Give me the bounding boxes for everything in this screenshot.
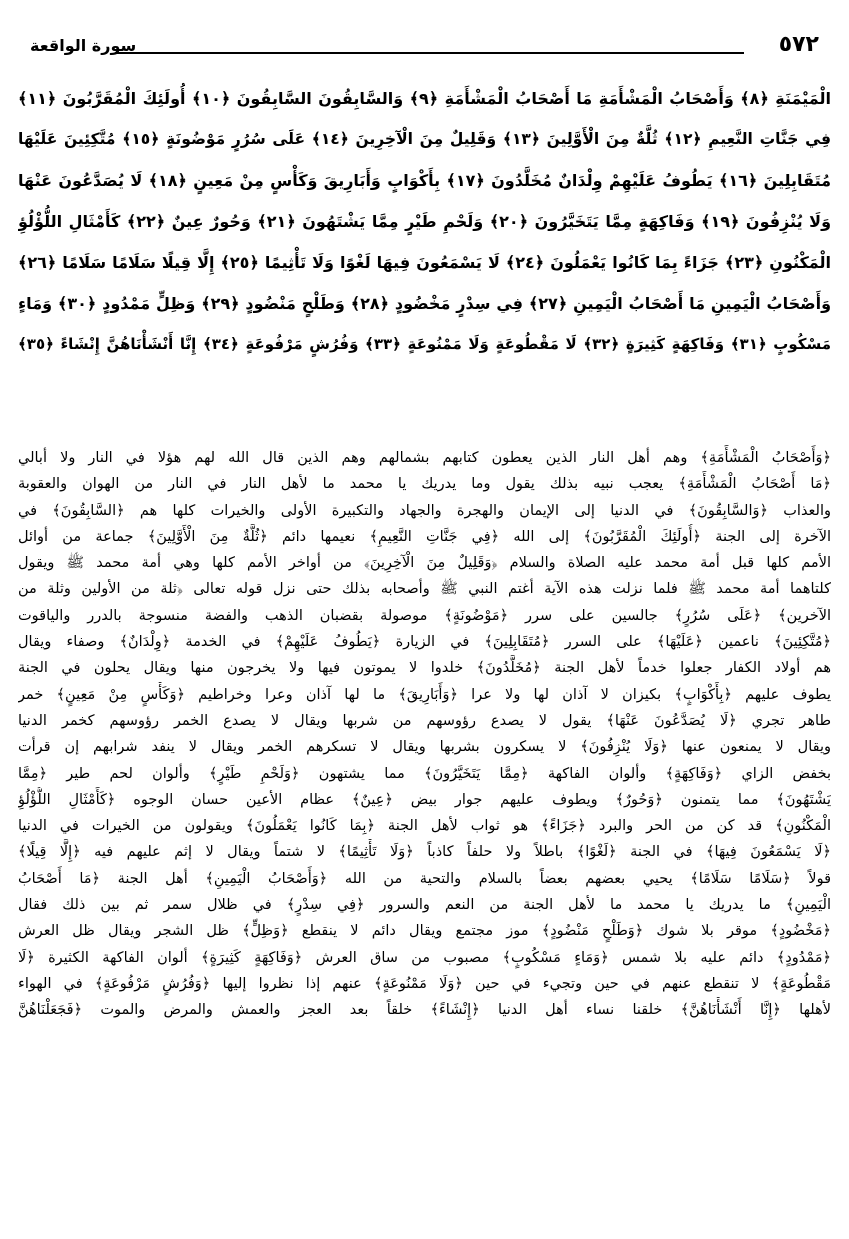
tafsir-line: قولاً ﴿سَلَامًا سَلَامًا﴾ يحيي بعضهم بعضاً بالسلام والتحية من الله ﴿وَأَصْحَابُ الْيَمِينِ﴾ أهل الجنة ﴿مَا أَصْحَابُ bbox=[18, 870, 831, 887]
tafsir-line: لأهلها ﴿إِنَّا أَنْشَأْنَاهُنَّ﴾ خلقنا نساء أهل الدنيا ﴿إِنْشَاءً﴾ خلقاً بعد العجز والعمش والمرض والموت ﴿فَجَعَلْنَاهُنَّ bbox=[18, 1002, 831, 1019]
header-divider bbox=[115, 52, 744, 54]
tafsir-line: يطوف عليهم ﴿بِأَكْوَابٍ﴾ بكيزان لا آذان لها ولا عرا ﴿وَأَبَارِيقَ﴾ ما لها آذان وعرا وخراطيم ﴿وَكَأْسٍ مِنْ مَعِينٍ﴾ خمر bbox=[18, 686, 831, 703]
tafsir-line: كلتاهما أمة محمد ﷺ فلما نزلت هذه الآية أغتم النبي ﷺ وأصحابه بذلك حتى نزل قوله تعالى ﴿ثلة من الأولين وثلة من bbox=[18, 581, 831, 598]
tafsir-line: ويقال لا يمنعون عنها ﴿وَلَا يُنْزِفُونَ﴾ لا يسكرون بشربها ويقال لا تسكرهم الخمر ويقال لا ينفد شرابهم إن قرأت bbox=[18, 739, 831, 756]
tafsir-line: مَقْطُوعَةٍ﴾ لا تنقطع عنهم في حين وتجيء في حين ﴿وَلَا مَمْنُوعَةٍ﴾ عنهم إذا نظروا إليها ﴿وَفُرُشٍ مَرْفُوعَةٍ﴾ في الهواء bbox=[18, 975, 831, 992]
tafsir-line: والعذاب ﴿وَالسَّابِقُونَ﴾ في الدنيا إلى الإيمان والهجرة والجهاد والتكبيرة الأولى والخيرات كلها هم ﴿السَّابِقُونَ﴾ في bbox=[18, 502, 831, 519]
quran-line: فِي جَنَّاتِ النَّعِيمِ ﴿١٢﴾ ثُلَّةٌ مِنَ الْأَوَّلِينَ ﴿١٣﴾ وَقَلِيلٌ مِنَ الْآخِرِينَ ﴿١٤﴾ عَلَى سُرُرٍ مَوْضُونَةٍ ﴿١٥﴾ مُتَّكِئِينَ عَلَيْهَا bbox=[18, 130, 831, 148]
quran-line: الْمَيْمَنَةِ ﴿٨﴾ وَأَصْحَابُ الْمَشْأَمَةِ مَا أَصْحَابُ الْمَشْأَمَةِ ﴿٩﴾ وَالسَّابِقُونَ السَّابِقُونَ ﴿١٠﴾ أُولَئِكَ الْمُقَرَّبُونَ ﴿١١﴾ bbox=[18, 89, 831, 108]
tafsir-line: بخفض الزاي ﴿وَفَاكِهَةٍ﴾ وألوان الفاكهة ﴿مِمَّا يَتَخَيَّرُونَ﴾ مما يشتهون ﴿وَلَحْمِ طَيْرٍ﴾ وألوان لحم طير ﴿مِمَّا bbox=[18, 765, 831, 782]
quran-line: مُتَقَابِلِينَ ﴿١٦﴾ يَطُوفُ عَلَيْهِمْ وِلْدَانٌ مُخَلَّدُونَ ﴿١٧﴾ بِأَكْوَابٍ وَأَبَارِيقَ وَكَأْسٍ مِنْ مَعِينٍ ﴿١٨﴾ لَا يُصَدَّعُونَ عَنْهَا bbox=[18, 171, 831, 190]
page-header bbox=[30, 30, 819, 60]
tafsir-line: يَشْتَهُونَ﴾ مما يتمنون ﴿وَحُورٌ﴾ ويطوف عليهم جوار بيض ﴿عِينٌ﴾ عظام الأعين حسان الوجوه ﴿كَأَمْثَالِ اللُّؤْلُؤِ bbox=[18, 791, 831, 808]
tafsir-line: الأمم كلها قبل أمة محمد عليه الصلاة والسلام ﴿وَقَلِيلٌ مِنَ الْآخِرِينَ﴾ من أواخر الأمم كلها وهي أمة محمد ﷺ ويقول bbox=[18, 555, 831, 572]
tafsir-line: الآخرة إلى الجنة ﴿أُولَئِكَ الْمُقَرَّبُونَ﴾ إلى الله ﴿فِي جَنَّاتِ النَّعِيمِ﴾ نعيمها دائم ﴿ثُلَّةٌ مِنَ الْأَوَّلِينَ﴾ جماعة من أوائل bbox=[18, 528, 831, 545]
quran-line: الْمَكْنُونِ ﴿٢٣﴾ جَزَاءً بِمَا كَانُوا يَعْمَلُونَ ﴿٢٤﴾ لَا يَسْمَعُونَ فِيهَا لَغْوًا وَلَا تَأْثِيمًا ﴿٢٥﴾ إِلَّا قِيلًا سَلَامًا سَلَامًا ﴿٢٦﴾ bbox=[18, 253, 831, 272]
tafsir-line: هم أولاد الكفار جعلوا خدماً لأهل الجنة ﴿مُخَلَّدُونَ﴾ خلدوا لا يموتون فيها ولا يخرجون منها ويقال يحلون في الجنة bbox=[18, 660, 831, 677]
tafsir-line: الْمَكْنُونِ﴾ قد كن من الحر والبرد ﴿جَزَاءً﴾ هو ثواب لأهل الجنة ﴿بِمَا كَانُوا يَعْمَلُونَ﴾ ويقولون من الخيرات في الدنيا bbox=[18, 818, 831, 835]
tafsir-line: ﴿مَا أَصْحَابُ الْمَشْأَمَةِ﴾ يعجب نبيه بذلك يقول وما يدريك يا محمد ما لأهل النار في النار من الهوان والعقوبة bbox=[18, 476, 831, 493]
tafsir-line: ﴿مَخْضُودٍ﴾ موقر بلا شوك ﴿وَطَلْحٍ مَنْضُودٍ﴾ موز مجتمع ويقال دائم لا ينقطع ﴿وَظِلٍّ﴾ ظل الشجر ويقال ظل العرش bbox=[18, 923, 831, 940]
tafsir-text-block bbox=[18, 445, 831, 1235]
surah-name: سورة الواقعة bbox=[30, 36, 137, 55]
tafsir-line: ﴿مُتَّكِئِينَ﴾ ناعمين ﴿عَلَيْهَا﴾ على السرر ﴿مُتَقَابِلِينَ﴾ في الزيارة ﴿يَطُوفُ عَلَيْهِمْ﴾ في الخدمة ﴿وِلْدَانٌ﴾ وصفاء ويقال bbox=[18, 634, 831, 651]
quran-line: وَلَا يُنْزِفُونَ ﴿١٩﴾ وَفَاكِهَةٍ مِمَّا يَتَخَيَّرُونَ ﴿٢٠﴾ وَلَحْمِ طَيْرٍ مِمَّا يَشْتَهُونَ ﴿٢١﴾ وَحُورٌ عِينٌ ﴿٢٢﴾ كَأَمْثَالِ اللُّؤْلُؤِ bbox=[18, 212, 831, 231]
tafsir-line: طاهر تجري ﴿لَا يُصَدَّعُونَ عَنْهَا﴾ يقول لا يصدع رؤوسهم من شربها ويقال لا يصدع الخمر رؤوسهم كخمر الدنيا bbox=[18, 712, 831, 729]
quran-line: مَسْكُوبٍ ﴿٣١﴾ وَفَاكِهَةٍ كَثِيرَةٍ ﴿٣٢﴾ لَا مَقْطُوعَةٍ وَلَا مَمْنُوعَةٍ ﴿٣٣﴾ وَفُرُشٍ مَرْفُوعَةٍ ﴿٣٤﴾ إِنَّا أَنْشَأْنَاهُنَّ إِنْشَاءً ﴿٣٥﴾ bbox=[18, 335, 831, 353]
tafsir-line: الْيَمِينِ﴾ ما يدريك يا محمد ما لأهل الجنة من النعم والسرور ﴿فِي سِدْرٍ﴾ في ظلال سمر ثم بين ذلك فقال bbox=[18, 897, 831, 914]
quran-line: وَأَصْحَابُ الْيَمِينِ مَا أَصْحَابُ الْيَمِينِ ﴿٢٧﴾ فِي سِدْرٍ مَخْضُودٍ ﴿٢٨﴾ وَطَلْحٍ مَنْضُودٍ ﴿٢٩﴾ وَظِلٍّ مَمْدُودٍ ﴿٣٠﴾ وَمَاءٍ bbox=[18, 294, 831, 313]
quran-text-block bbox=[18, 78, 831, 408]
tafsir-line: ﴿مَمْدُودٍ﴾ دائم عليه بلا شمس ﴿وَمَاءٍ مَسْكُوبٍ﴾ مصبوب من ساق العرش ﴿وَفَاكِهَةٍ كَثِيرَةٍ﴾ ألوان الفاكهة الكثيرة ﴿لَا bbox=[18, 949, 831, 966]
tafsir-line: ﴿وَأَصْحَابُ الْمَشْأَمَةِ﴾ وهم أهل النار الذين يعطون كتابهم بشمالهم وهم الذين قال الله لهم هؤلا في النار ولا أبالي bbox=[18, 450, 831, 466]
page-number: ٥٧٢ bbox=[778, 32, 819, 57]
tafsir-line: ﴿لَا يَسْمَعُونَ فِيهَا﴾ في الجنة ﴿لَغْوًا﴾ باطلاً ولا حلفاً كاذباً ﴿وَلَا تَأْثِيمًا﴾ لا شتماً ويقال لا إثم عليهم فيه ﴿إِلَّا قِيلًا﴾ bbox=[18, 844, 831, 861]
tafsir-line: الآخرين﴾ ﴿عَلَى سُرُرٍ﴾ جالسين على سرر ﴿مَوْضُونَةٍ﴾ موصولة بقضبان الذهب والفضة منسوجة بالدرر والياقوت bbox=[18, 607, 831, 624]
